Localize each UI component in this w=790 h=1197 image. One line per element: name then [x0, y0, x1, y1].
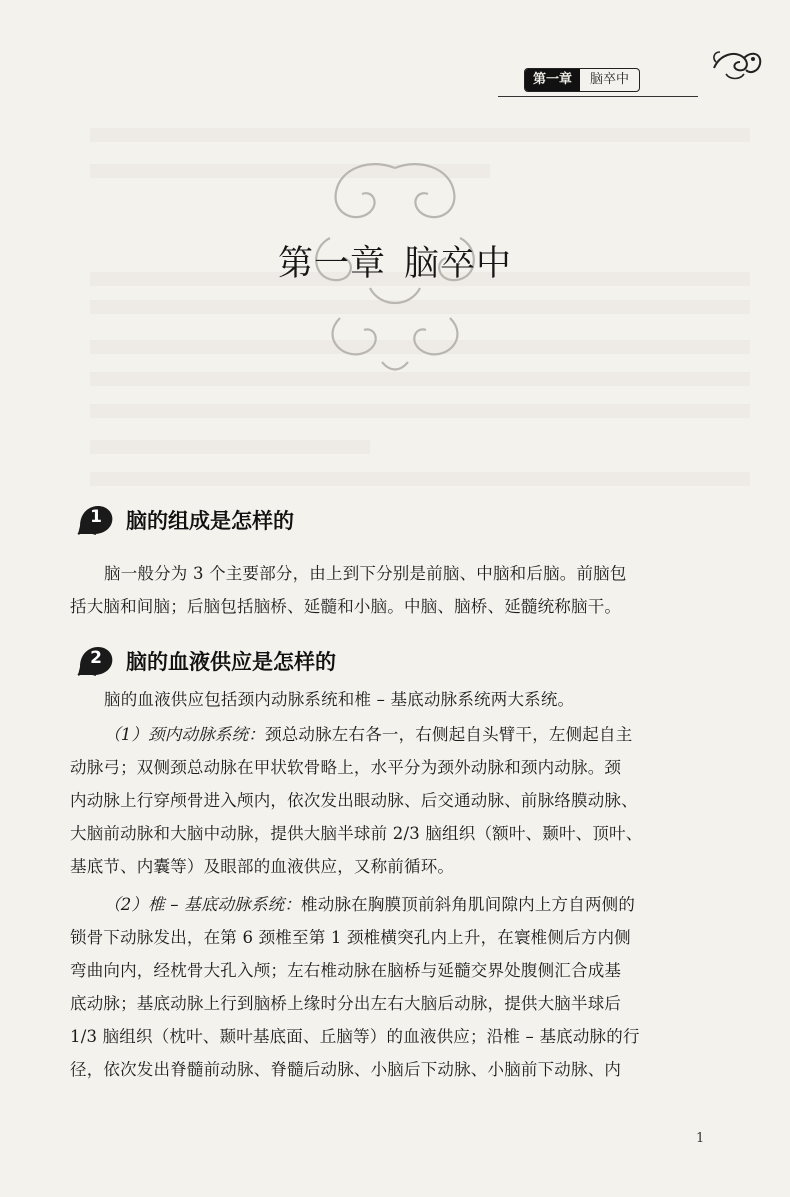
section-title: 脑的血液供应是怎样的 — [126, 650, 336, 674]
section-2-intro — [70, 683, 710, 716]
show-through — [90, 472, 750, 486]
body-text: 颈总动脉左右各一，右侧起自头臂干，左侧起自主 — [265, 725, 633, 744]
section-badge-icon — [76, 504, 116, 536]
body-line: 大脑前动脉和大脑中动脉，提供大脑半球前 2/3 脑组织（额叶、颞叶、顶叶、 — [70, 824, 643, 843]
dragon-icon — [706, 38, 766, 88]
body-text: 椎动脉在胸膜顶前斜角肌间隙内上方自两侧的 — [301, 895, 636, 914]
section-2-paragraph-2 — [70, 888, 710, 1086]
running-header — [498, 56, 738, 102]
header-rule — [498, 96, 698, 97]
body-line: 脑一般分为 3 个主要部分，由上到下分别是前脑、中脑和后脑。前脑包 — [104, 564, 627, 583]
body-line: 脑的血液供应包括颈内动脉系统和椎 – 基底动脉系统两大系统。 — [104, 690, 575, 709]
section-badge-icon — [76, 645, 116, 677]
body-line: 锁骨下动脉发出，在第 6 颈椎至第 1 颈椎横突孔内上升，在寰椎侧后方内侧 — [70, 928, 631, 947]
body-line — [70, 718, 710, 751]
subheading-label: （2）椎 – 基底动脉系统： — [104, 895, 302, 914]
section-1-body — [70, 557, 710, 623]
show-through — [90, 128, 750, 142]
section-number: 1 — [90, 507, 102, 527]
subheading-label: （1）颈内动脉系统： — [104, 725, 265, 744]
show-through — [90, 404, 750, 418]
body-line: 括大脑和间脑；后脑包括脑桥、延髓和小脑。中脑、脑桥、延髓统称脑干。 — [70, 597, 622, 616]
body-line: 动脉弓；双侧颈总动脉在甲状软骨略上，水平分为颈外动脉和颈内动脉。颈 — [70, 758, 622, 777]
body-line: 内动脉上行穿颅骨进入颅内，依次发出眼动脉、后交通动脉、前脉络膜动脉、 — [70, 791, 638, 810]
chapter-title — [0, 236, 790, 286]
chapter-tag: 第一章 — [525, 69, 580, 91]
body-line: 1/3 脑组织（枕叶、颞叶基底面、丘脑等）的血液供应；沿椎 – 基底动脉的行 — [70, 1027, 640, 1046]
body-line: 底动脉；基底动脉上行到脑桥上缘时分出左右大脑后动脉，提供大脑半球后 — [70, 994, 622, 1013]
section-title: 脑的组成是怎样的 — [126, 509, 294, 533]
body-line: 径，依次发出脊髓前动脉、脊髓后动脉、小脑后下动脉、小脑前下动脉、内 — [70, 1060, 622, 1079]
body-line — [70, 888, 710, 921]
section-heading-2 — [76, 644, 336, 678]
chapter-title-number: 第一章 — [277, 244, 386, 284]
section-number: 2 — [90, 648, 102, 668]
section-2-paragraph-1 — [70, 718, 710, 883]
header-topic: 脑卒中 — [590, 72, 630, 87]
page-number: 1 — [696, 1131, 705, 1146]
body-line: 弯曲向内，经枕骨大孔入颅；左右椎动脉在脑桥与延髓交界处腹侧汇合成基 — [70, 961, 622, 980]
chapter-title-topic: 脑卒中 — [404, 244, 513, 284]
body-line: 基底节、内囊等）及眼部的血液供应，又称前循环。 — [70, 857, 455, 876]
section-heading-1 — [76, 503, 294, 537]
show-through — [90, 440, 370, 454]
chapter-tab — [524, 68, 640, 92]
